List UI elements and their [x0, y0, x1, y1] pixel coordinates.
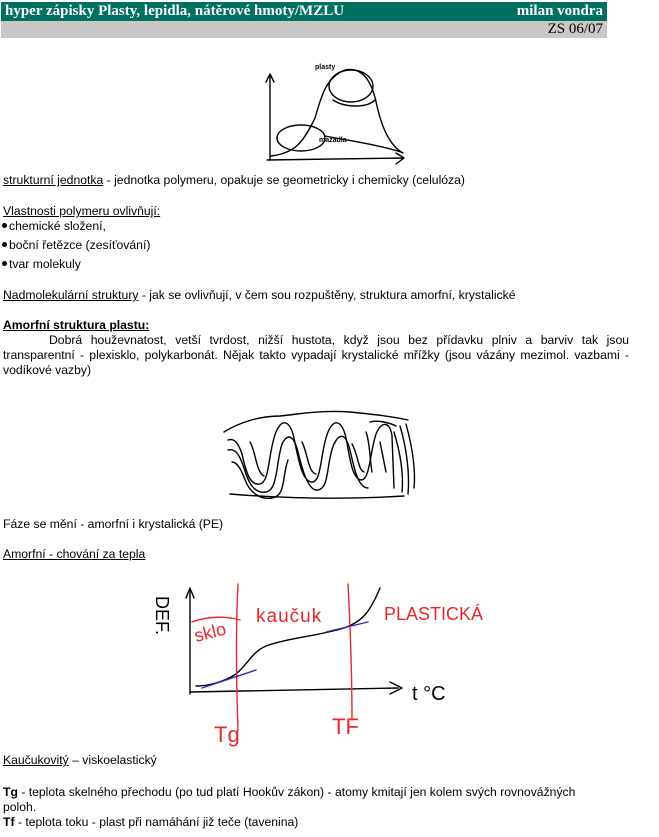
heat-behaviour-heading: Amorfní - chování za tepla [3, 547, 146, 561]
property-text: boční řetězce (zesíťování) [9, 238, 151, 252]
property-text: tvar molekuly [9, 257, 81, 271]
tg-desc: - teplota skelného přechodu (po tud platí Hookův zákon) - atomy kmitají jen kolem svých rovnovážných [17, 785, 576, 799]
struct-unit-line [3, 173, 465, 188]
bullet-icon [2, 223, 7, 228]
property-item [2, 238, 150, 253]
struct-unit-desc: - jednotka polymeru, opakuje se geometricky i chemicky (celulóza) [103, 173, 465, 187]
region-label-plastic: PLASTICKÁ [384, 604, 484, 624]
amorphous-paragraph [3, 333, 629, 378]
rubbery-desc: – viskoelastický [68, 753, 157, 767]
supramolecular-term: Nadmolekulární struktury [3, 288, 139, 302]
tf-desc: - teplota toku - plast při namáhání již teče (tavenina) [14, 815, 299, 829]
plasty-mazadla-sketch [255, 58, 415, 170]
supramolecular-desc: - jak se ovlivňují, v čem sou rozpuštěny, struktura amorfní, krystalické [138, 288, 516, 302]
phase-line: Fáze se mění - amorfní i krystalická (PE) [3, 517, 224, 531]
amorphous-heading: Amorfní struktura plastu: [3, 318, 150, 332]
tg-marker: Tg [214, 722, 240, 747]
tf-term: Tf [3, 815, 15, 829]
tg-term: Tg [3, 785, 18, 799]
region-label-rubber: kaučuk [256, 606, 323, 627]
tf-marker: TF [332, 714, 359, 739]
tg-definition [3, 785, 575, 800]
region-label-glass: sklo [192, 618, 229, 646]
tf-definition [3, 815, 298, 830]
crystal-lattice-sketch [220, 402, 420, 502]
figure1-label-top: plasty [315, 64, 336, 71]
semester-bar [1, 21, 607, 38]
deformation-temperature-sketch [148, 582, 488, 750]
document-header [1, 2, 607, 21]
struct-unit-term: strukturní jednotka [3, 173, 104, 187]
document-title: hyper zápisky Plasty, lepidla, nátěrové hmoty/MZLU [5, 3, 345, 19]
tg-definition-cont: poloh. [3, 800, 37, 814]
rubbery-term: Kaučukovitý [3, 753, 69, 767]
property-text: chemické složení, [9, 219, 106, 233]
bullet-icon [2, 242, 7, 247]
property-item [2, 219, 106, 234]
amorphous-paragraph-text: Dobrá houževnatost, vetší tvrdost, nižší hustota, když jsou bez přídavku plniv a barviv tak jsou transparentní - plexisklo, polykarbonát. Nějak takto vypadají krystalické mřížky (jsou vázány mezimol. vazbami - vodíkové vazby) [3, 333, 629, 377]
semester-label: ZS 06/07 [547, 21, 603, 37]
author-name: milan vondra [516, 3, 603, 19]
y-axis-label: DEF. [152, 596, 172, 636]
x-axis-label: t °C [412, 683, 446, 705]
properties-heading: Vlastnosti polymeru ovlivňují: [3, 204, 161, 218]
supramolecular-line [3, 288, 516, 303]
rubbery-line [3, 753, 157, 768]
bullet-icon [2, 261, 7, 266]
property-item [2, 257, 81, 272]
figure1-label-bottom: mazadla [319, 137, 347, 144]
